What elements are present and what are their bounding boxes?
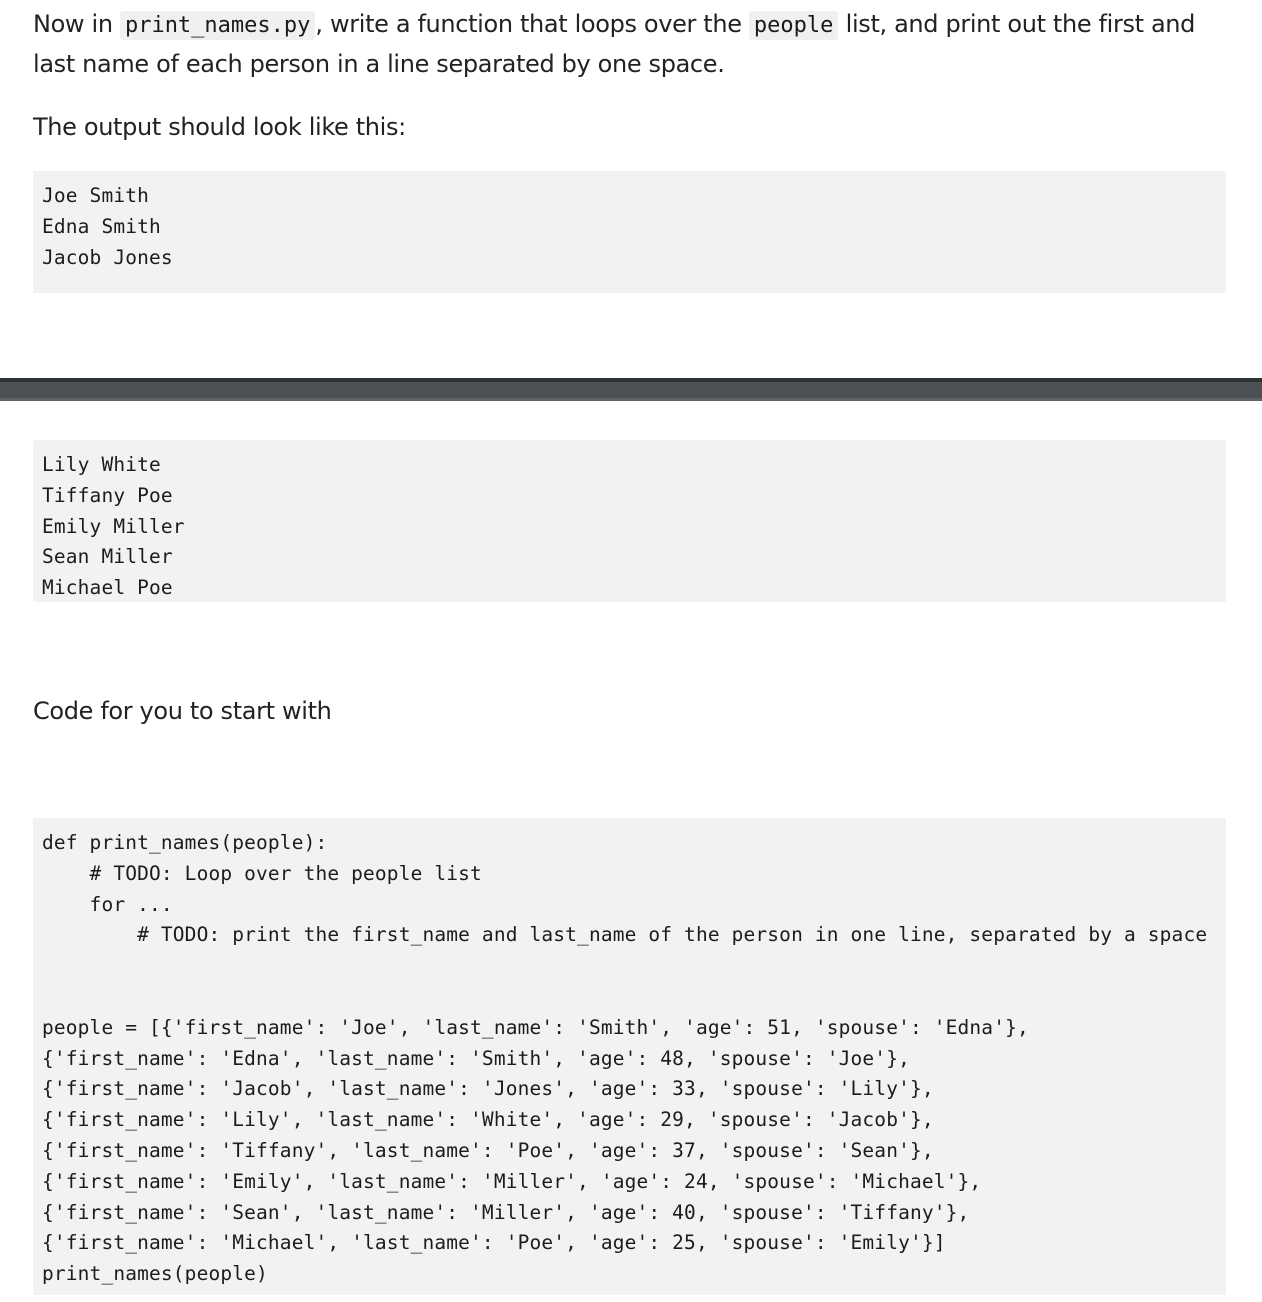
output-line: Sean Miller bbox=[42, 545, 173, 569]
code-line: {'first_name': 'Jacob', 'last_name': 'Jones', 'age': 33, 'spouse': 'Lily'}, bbox=[42, 1077, 934, 1101]
code-line: print_names(people) bbox=[42, 1262, 268, 1286]
output-heading-section bbox=[0, 108, 1262, 147]
output-line: Michael Poe bbox=[42, 576, 173, 600]
code-line: {'first_name': 'Michael', 'last_name': 'Poe', 'age': 25, 'spouse': 'Emily'}] bbox=[42, 1231, 946, 1255]
expected-output-block-top bbox=[33, 171, 1226, 293]
starter-code bbox=[42, 828, 1217, 1290]
code-line: {'first_name': 'Sean', 'last_name': 'Miller', 'age': 40, 'spouse': 'Tiffany'}, bbox=[42, 1200, 970, 1224]
starter-heading: Code for you to start with bbox=[33, 697, 332, 725]
code-line: for ... bbox=[42, 892, 173, 916]
code-line: {'first_name': 'Lily', 'last_name': 'White', 'age': 29, 'spouse': 'Jacob'}, bbox=[42, 1108, 934, 1132]
expected-output-top bbox=[42, 181, 1217, 273]
code-line: {'first_name': 'Edna', 'last_name': 'Smith', 'age': 48, 'spouse': 'Joe'}, bbox=[42, 1046, 910, 1070]
output-line: Lily White bbox=[42, 453, 161, 476]
output-line: Tiffany Poe bbox=[42, 483, 173, 507]
code-line: {'first_name': 'Tiffany', 'last_name': 'Poe', 'age': 37, 'spouse': 'Sean'}, bbox=[42, 1138, 934, 1162]
code-line bbox=[42, 951, 1217, 982]
filename-code: print_names.py bbox=[120, 11, 315, 40]
instructions-paragraph bbox=[0, 5, 1262, 84]
code-line: people = [{'first_name': 'Joe', 'last_name': 'Smith', 'age': 51, 'spouse': 'Edna'}, bbox=[42, 1015, 1029, 1039]
instructions-prefix: Now in bbox=[33, 10, 120, 38]
instructions-middle: , write a function that loops over the bbox=[315, 10, 749, 38]
list-name-code: people bbox=[749, 11, 838, 40]
expected-output-block-bottom bbox=[33, 440, 1226, 602]
page-divider bbox=[0, 378, 1262, 401]
starter-code-block bbox=[33, 818, 1226, 1295]
starter-heading-section bbox=[0, 692, 1262, 731]
divider-shade bbox=[0, 378, 1262, 382]
code-line: # TODO: print the first_name and last_name of the person in one line, separated by a space bbox=[42, 923, 1208, 947]
output-line: Emily Miller bbox=[42, 514, 185, 538]
instructions-section bbox=[0, 5, 1262, 84]
divider-shine bbox=[0, 398, 1262, 401]
output-line: Edna Smith bbox=[42, 214, 161, 238]
code-line: # TODO: Loop over the people list bbox=[42, 861, 482, 885]
output-heading: The output should look like this: bbox=[33, 113, 406, 141]
output-line: Joe Smith bbox=[42, 184, 150, 207]
code-line: def print_names(people): bbox=[42, 831, 328, 854]
expected-output-bottom bbox=[42, 450, 1217, 602]
output-line: Jacob Jones bbox=[42, 245, 173, 269]
code-line bbox=[42, 982, 1217, 1013]
instructions-suffix: list, and print out the first and last name of each person in a line separated by one space. bbox=[33, 10, 1196, 78]
code-line: {'first_name': 'Emily', 'last_name': 'Miller', 'age': 24, 'spouse': 'Michael'}, bbox=[42, 1169, 982, 1193]
